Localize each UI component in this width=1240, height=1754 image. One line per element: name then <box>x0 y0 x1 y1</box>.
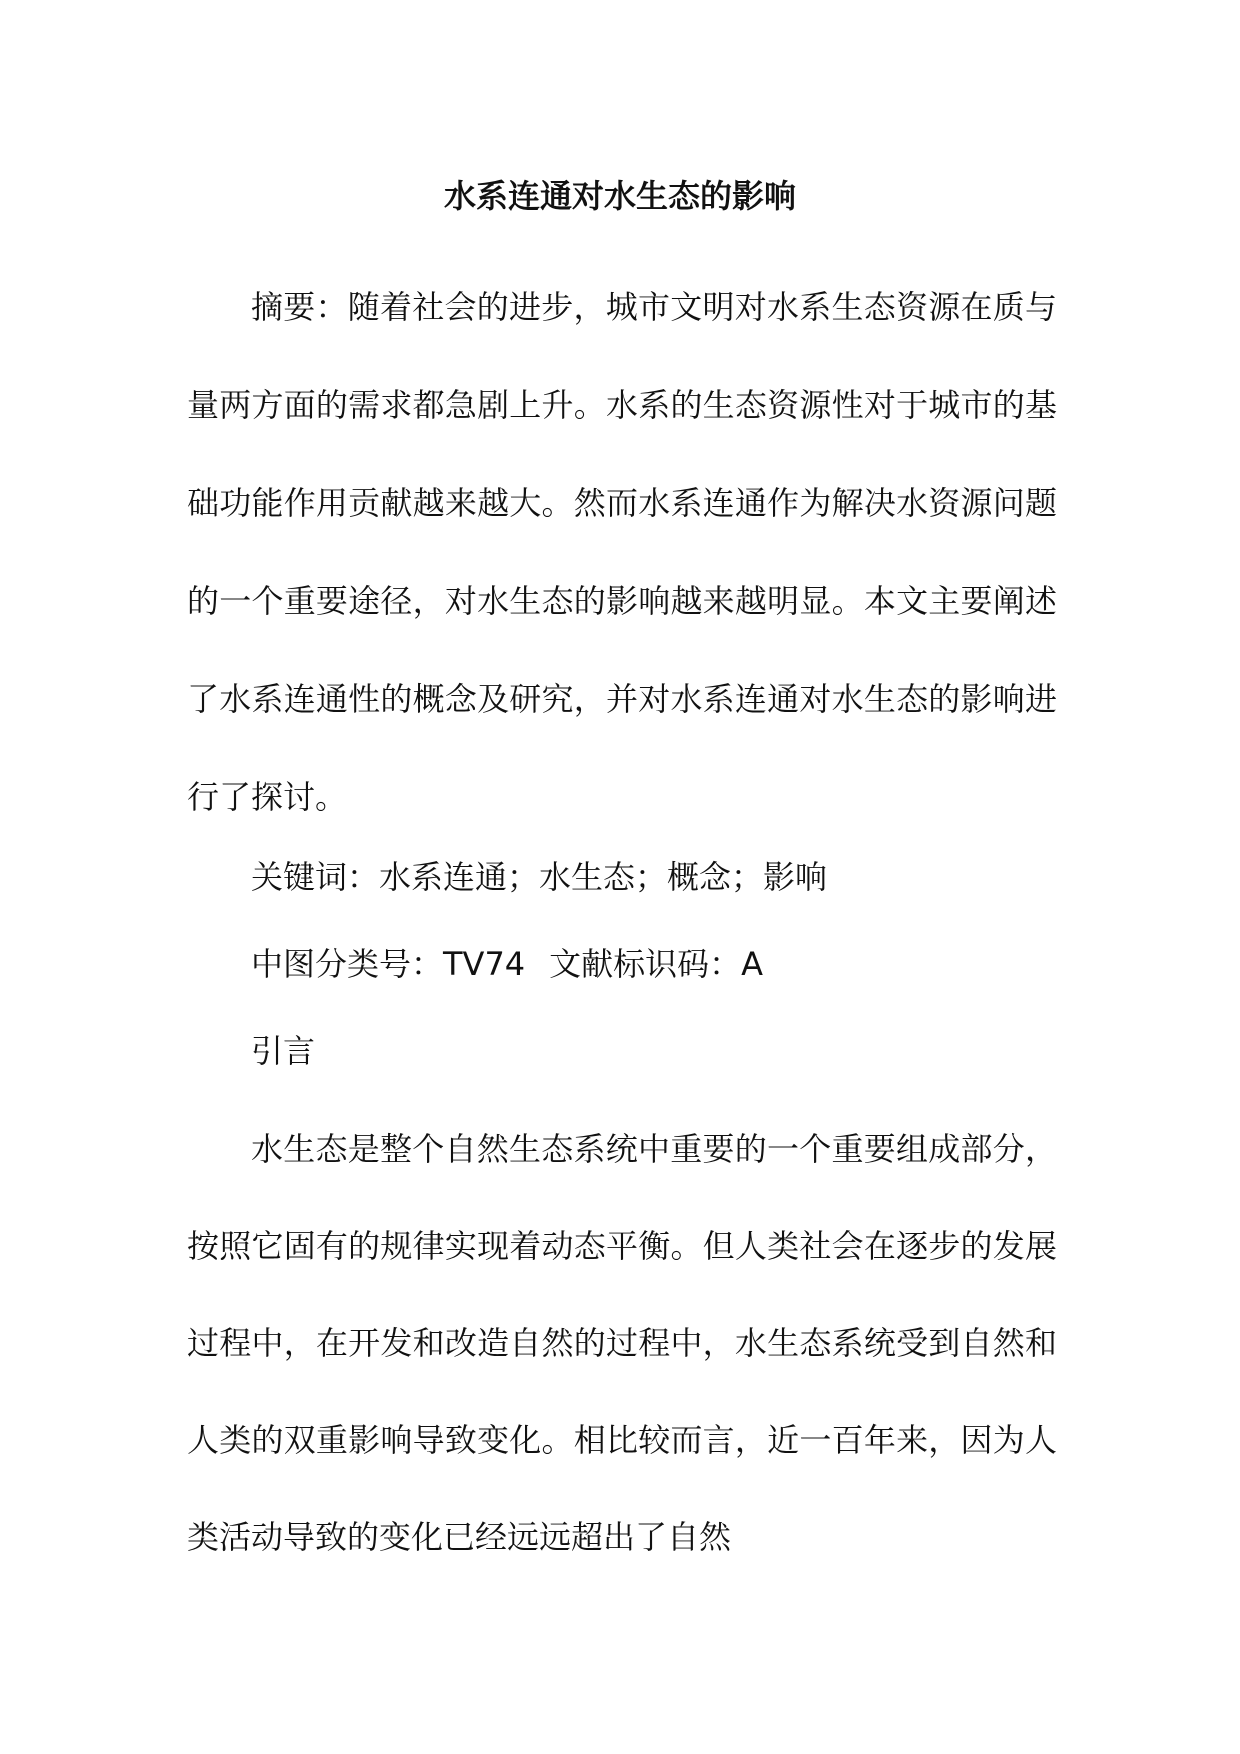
intro-paragraph: 水生态是整个自然生态系统中重要的一个重要组成部分，按照它固有的规律实现着动态平衡。但人类社会在逐步的发展过程中，在开发和改造自然的过程中，水生态系统受到自然和人类的双重影响导致变化。相比较而言，近一百年来，因为人类活动导致的变化已经远远超出了自然 <box>187 1130 1057 1556</box>
abstract-paragraph: 摘要：随着社会的进步，城市文明对水系生态资源在质与量两方面的需求都急剧上升。水系的生态资源性对于城市的基础功能作用贡献越来越大。然而水系连通作为解决水资源问题的一个重要途径，对水生态的影响越来越明显。本文主要阐述了水系连通性的概念及研究，并对水系连通对水生态的影响进行了探讨。 <box>187 288 1057 816</box>
document-body <box>187 258 1057 1586</box>
keywords-line: 关键词：水系连通；水生态；概念；影响 <box>251 858 828 896</box>
document-code: 文献标识码：A <box>549 945 764 983</box>
document-title: 水系连通对水生态的影响 <box>443 177 796 215</box>
classification-line <box>187 921 1057 1008</box>
section-heading-intro: 引言 <box>251 1032 316 1070</box>
classification-number: 中图分类号：TV74 <box>251 945 526 983</box>
